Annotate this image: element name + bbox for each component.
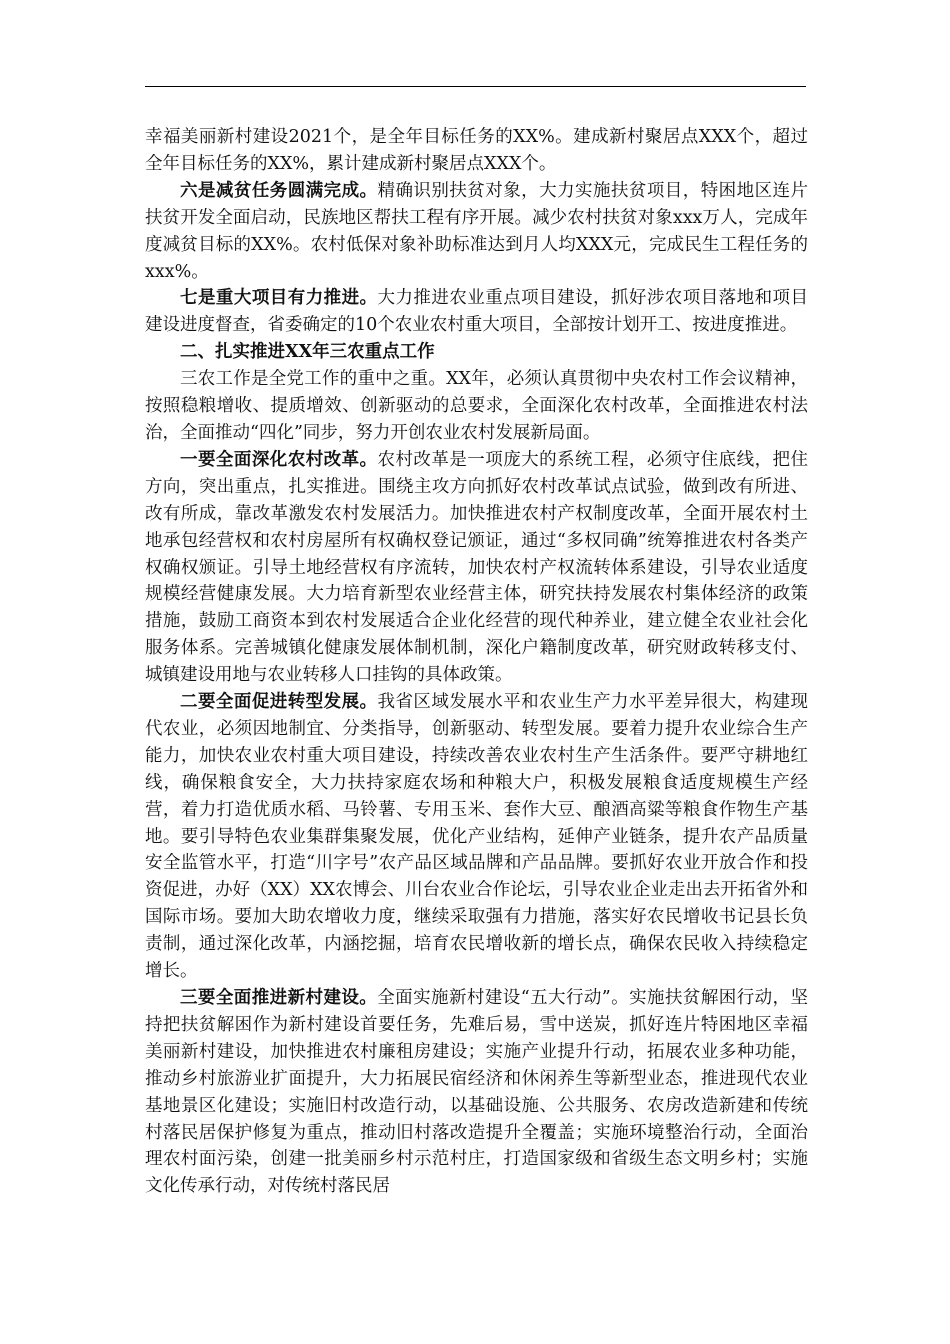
paragraph-major-projects: [145, 285, 808, 339]
paragraph-text: 全面实施新村建设“五大行动”。实施扶贫解困行动，坚持把扶贫解困作为新村建设首要任务，先难后易，雪中送炭，抓好连片特困地区幸福美丽新村建设，加快推进农村廉租房建设；实施产业提升行动，拓展农业多种功能，推动乡村旅游业扩面提升，大力拓展民宿经济和休闲养生等新型业态，推进现代农业基地景区化建设；实施旧村改造行动，以基础设施、公共服务、农房改造新建和传统村落民居保护修复为重点，推动旧村落改造提升全覆盖；实施环境整治行动，全面治理农村面污染，创建一批美丽乡村示范村庄，打造国家级和省级生态文明乡村；实施文化传承行动，对传统村落民居: [145, 988, 808, 1197]
paragraph-intro: [145, 366, 808, 447]
paragraph-text: 我省区域发展水平和农业生产力水平差异很大，构建现代农业，必须因地制宜、分类指导，创新驱动、转型发展。要着力提升农业综合生产能力，加快农业农村重大项目建设，持续改善农业农村生产生活条件。要严守耕地红线，确保粮食安全，大力扶持家庭农场和种粮大户，积极发展粮食适度规模生产经营，着力打造优质水稻、马铃薯、专用玉米、套作大豆、酿酒高粱等粮食作物生产基地。要引导特色农业集群集聚发展，优化产业结构，延伸产业链条，提升农产品质量安全监管水平，打造“川字号”农产品区域品牌和产品品牌。要抓好农业开放合作和投资促进，办好（XX）XX农博会、川台农业合作论坛，引导农业企业走出去开拓省外和国际市场。要加大助农增收力度，继续采取强有力措施，落实好农民增收书记县长负责制，通过深化改革，内涵挖掘，培育农民增收新的增长点，确保农民收入持续稳定增长。: [145, 692, 808, 982]
paragraph-transformation: [145, 689, 808, 985]
paragraph-continuation: [145, 124, 808, 178]
paragraph-text: 农村改革是一项庞大的系统工程，必须守住底线，把住方向，突出重点，扎实推进。围绕主攻方向抓好农村改革试点试验，做到改有所进、改有所成，靠改革激发农村发展活力。加快推进农村产权制度改革，全面开展农村土地承包经营权和农村房屋所有权确权登记颁证，通过“多权同确”统筹推进农村各类产权确权颁证。引导土地经营权有序流转，加快农村产权流转体系建设，引导农业适度规模经营健康发展。大力培育新型农业经营主体，研究扶持发展农村集体经济的政策措施，鼓励工商资本到农村发展适合企业化经营的现代种养业，建立健全农业社会化服务体系。完善城镇化健康发展体制机制，深化户籍制度改革，研究财政转移支付、城镇建设用地与农业转移人口挂钩的具体政策。: [145, 449, 808, 686]
paragraph-lead: 三要全面推进新村建设。: [180, 988, 378, 1008]
paragraph-rural-reform: [145, 447, 808, 689]
paragraph-text: 大力推进农业重点项目建设，抓好涉农项目落地和项目建设进度督查，省委确定的10个农业农村重大项目，全部按计划开工、按进度推进。: [145, 288, 808, 336]
paragraph-lead: 六是减贫任务圆满完成。: [180, 180, 378, 201]
paragraph-text: 幸福美丽新村建设2021个，是全年目标任务的XX%。建成新村聚居点XXX个，超过全年目标任务的XX%，累计建成新村聚居点XXX个。: [145, 127, 808, 174]
paragraph-text: 三农工作是全党工作的重中之重。XX年，必须认真贯彻中央农村工作会议精神，按照稳粮增收、提质增效、创新驱动的总要求，全面深化农村改革，全面推进农村法治，全面推动“四化”同步，努力开创农业农村发展新局面。: [145, 369, 808, 443]
section-heading: 二、扎实推进XX年三农重点工作: [180, 342, 435, 363]
paragraph-lead: 一要全面深化农村改革。: [180, 449, 378, 470]
paragraph-lead: 二要全面促进转型发展。: [180, 692, 378, 713]
paragraph-text: 精确识别扶贫对象，大力实施扶贫项目，特困地区连片扶贫开发全面启动，民族地区帮扶工程有序开展。减少农村扶贫对象xxx万人，完成年度减贫目标的XX%。农村低保对象补助标准达到月人均XXX元，完成民生工程任务的xxx%。: [145, 180, 808, 282]
paragraph-lead: 七是重大项目有力推进。: [180, 288, 378, 309]
paragraph-poverty-reduction: [145, 178, 808, 286]
document-body: [145, 124, 808, 1200]
header-rule: [145, 86, 806, 87]
paragraph-new-village: [145, 985, 808, 1200]
